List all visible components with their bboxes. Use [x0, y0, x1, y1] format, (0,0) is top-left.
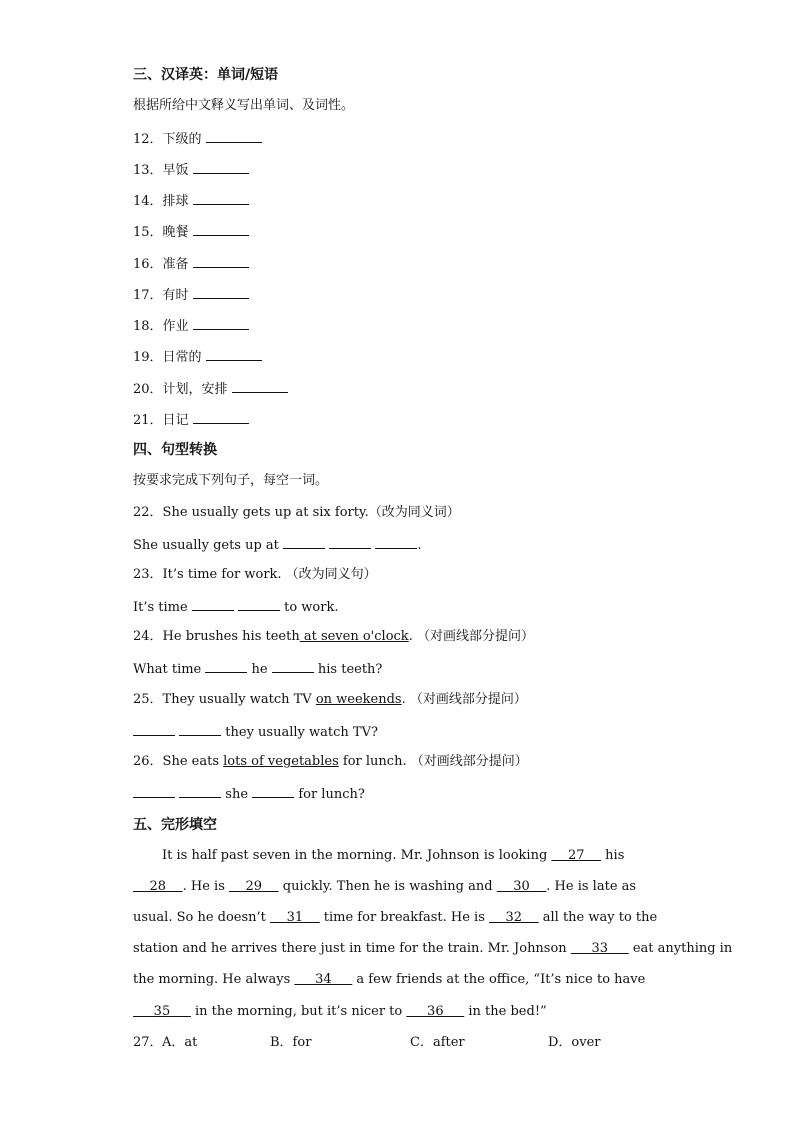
- passage-text: in the bed!”: [464, 1004, 547, 1019]
- question-text: She usually gets up at six forty.（改为同义词）: [162, 505, 460, 520]
- passage-text: all the way to the: [538, 910, 658, 925]
- answer-25: [133, 722, 378, 742]
- answer-blank[interactable]: [193, 316, 249, 330]
- cloze-blank-36[interactable]: [406, 1004, 464, 1019]
- option-d[interactable]: D．over: [548, 1035, 601, 1050]
- answer-blank[interactable]: [193, 410, 249, 424]
- question-number: 17．: [133, 288, 163, 303]
- cloze-blank-28[interactable]: [133, 879, 183, 894]
- question-text: 下级的: [162, 132, 202, 147]
- passage-line-6: [133, 1003, 547, 1021]
- question-text: . （对画线部分提问）: [408, 629, 534, 644]
- question-number: 21．: [133, 413, 163, 428]
- section-3-instruction: 根据所给中文释义写出单词、及词性。: [133, 98, 355, 113]
- question-17: [133, 285, 249, 305]
- answer-blank[interactable]: [193, 285, 249, 299]
- section-4-instruction: 按要求完成下列句子，每空一词。: [133, 473, 329, 488]
- blank-number: 28: [149, 879, 167, 894]
- passage-text: time for breakfast. He is: [319, 910, 489, 925]
- answer-blank[interactable]: [232, 379, 288, 393]
- answer-blank[interactable]: [375, 535, 417, 549]
- question-14: [133, 191, 249, 211]
- cloze-blank-30[interactable]: [497, 879, 547, 894]
- cloze-blank-32[interactable]: [489, 910, 539, 925]
- question-15: [133, 222, 249, 242]
- answer-blank[interactable]: [252, 784, 294, 798]
- blank-number: 33: [591, 941, 609, 956]
- option-b[interactable]: B．for: [270, 1035, 312, 1050]
- question-text: He brushes his teeth: [162, 629, 300, 644]
- answer-blank[interactable]: [329, 535, 371, 549]
- blank-number: 32: [505, 910, 523, 925]
- answer-blank[interactable]: [179, 784, 221, 798]
- underlined-phrase: lots of vegetables: [223, 754, 339, 769]
- question-19: [133, 347, 262, 367]
- passage-text: . He is late as: [546, 879, 637, 894]
- answer-blank[interactable]: [283, 535, 325, 549]
- answer-text: It’s time: [133, 600, 188, 615]
- passage-line-5: [133, 971, 645, 989]
- passage-text: quickly. Then he is washing and: [278, 879, 497, 894]
- option-c[interactable]: C．after: [410, 1035, 465, 1050]
- underlined-phrase: on weekends: [315, 692, 402, 707]
- passage-text: in the morning, but it’s nicer to: [190, 1004, 407, 1019]
- answer-26: [133, 784, 365, 804]
- passage-text: station and he arrives there just in time for the train. Mr. Johnson: [133, 941, 571, 956]
- section-3-title: 三、汉译英：单词/短语: [133, 67, 279, 83]
- question-21: [133, 410, 249, 430]
- question-text: She eats: [162, 754, 224, 769]
- question-24: [133, 628, 534, 646]
- passage-line-1: [162, 847, 624, 865]
- answer-text: for lunch?: [298, 787, 365, 802]
- question-25: [133, 691, 527, 709]
- answer-text: to work.: [284, 600, 339, 615]
- question-number: 23．: [133, 567, 163, 582]
- answer-blank[interactable]: [238, 597, 280, 611]
- question-12: [133, 129, 262, 149]
- blank-number: 35: [153, 1004, 171, 1019]
- question-23: [133, 566, 377, 584]
- blank-number: 29: [245, 879, 263, 894]
- passage-text: eat anything in: [628, 941, 733, 956]
- passage-text: It is half past seven in the morning. Mr. Johnson is looking: [162, 848, 552, 863]
- answer-text: they usually watch TV?: [225, 725, 378, 740]
- question-text: 日常的: [162, 350, 202, 365]
- option-a[interactable]: A．at: [162, 1035, 198, 1050]
- answer-blank[interactable]: [133, 784, 175, 798]
- passage-text: his: [601, 848, 625, 863]
- passage-text: the morning. He always: [133, 972, 295, 987]
- passage-line-2: [133, 878, 636, 896]
- passage-text: . He is: [182, 879, 229, 894]
- underlined-phrase: at seven o'clock: [299, 629, 409, 644]
- question-13: [133, 160, 249, 180]
- cloze-blank-33[interactable]: [571, 941, 629, 956]
- section-5-title: 五、完形填空: [133, 817, 217, 833]
- question-number: 20．: [133, 382, 163, 397]
- question-16: [133, 254, 249, 274]
- answer-23: [133, 597, 339, 617]
- question-text: 准备: [162, 257, 189, 272]
- answer-text: .: [417, 538, 422, 553]
- answer-text: What time: [133, 662, 202, 677]
- answer-text: his teeth?: [317, 662, 383, 677]
- answer-blank[interactable]: [272, 659, 314, 673]
- answer-blank[interactable]: [179, 722, 221, 736]
- question-number: 22．: [133, 505, 163, 520]
- question-number: 26．: [133, 754, 163, 769]
- question-number: 15．: [133, 225, 163, 240]
- question-text: 晚餐: [162, 225, 189, 240]
- question-text: 早饭: [162, 163, 189, 178]
- answer-blank[interactable]: [206, 129, 262, 143]
- blank-number: 31: [286, 910, 304, 925]
- question-text: 排球: [162, 194, 189, 209]
- answer-blank[interactable]: [193, 191, 249, 205]
- blank-number: 30: [513, 879, 530, 894]
- answer-blank[interactable]: [205, 659, 247, 673]
- question-number: 16．: [133, 257, 163, 272]
- passage-line-4: [133, 940, 732, 958]
- answer-text: he: [251, 662, 268, 677]
- blank-number: 36: [427, 1004, 444, 1019]
- passage-line-3: [133, 909, 657, 927]
- cloze-blank-29[interactable]: [229, 879, 279, 894]
- cloze-blank-27[interactable]: [551, 848, 601, 863]
- question-number: 14．: [133, 194, 163, 209]
- question-26: [133, 753, 528, 771]
- blank-number: 27: [567, 848, 585, 863]
- section-4-title: 四、句型转换: [133, 442, 217, 458]
- answer-blank[interactable]: [192, 597, 234, 611]
- question-22: [133, 504, 460, 522]
- question-text: 日记: [162, 413, 189, 428]
- question-text: It’s time for work. （改为同义句）: [162, 567, 377, 582]
- question-20: [133, 379, 288, 399]
- answer-blank[interactable]: [193, 160, 249, 174]
- cloze-blank-35[interactable]: [133, 1004, 191, 1019]
- question-27-number: 27．: [133, 1035, 163, 1050]
- blank-number: 34: [315, 972, 332, 987]
- question-number: 25．: [133, 692, 163, 707]
- question-18: [133, 316, 249, 336]
- question-number: 13．: [133, 163, 163, 178]
- answer-blank[interactable]: [193, 254, 249, 268]
- question-number: 18．: [133, 319, 163, 334]
- answer-blank[interactable]: [193, 222, 249, 236]
- answer-24: [133, 659, 382, 679]
- question-text: They usually watch TV: [162, 692, 316, 707]
- question-text: for lunch. （对画线部分提问）: [338, 754, 528, 769]
- answer-text: she: [225, 787, 249, 802]
- cloze-blank-31[interactable]: [270, 910, 320, 925]
- cloze-blank-34[interactable]: [294, 972, 352, 987]
- question-text: 计划，安排: [162, 382, 228, 397]
- answer-22: [133, 535, 421, 555]
- question-text: 有时: [162, 288, 189, 303]
- question-number: 24．: [133, 629, 163, 644]
- question-text: . （对画线部分提问）: [401, 692, 527, 707]
- passage-text: a few friends at the office, “It’s nice to have: [352, 972, 646, 987]
- passage-text: usual. So he doesn’t: [133, 910, 271, 925]
- answer-blank[interactable]: [206, 347, 262, 361]
- question-number: 19．: [133, 350, 163, 365]
- answer-blank[interactable]: [133, 722, 175, 736]
- answer-text: She usually gets up at: [133, 538, 279, 553]
- question-number: 12．: [133, 132, 163, 147]
- question-text: 作业: [162, 319, 189, 334]
